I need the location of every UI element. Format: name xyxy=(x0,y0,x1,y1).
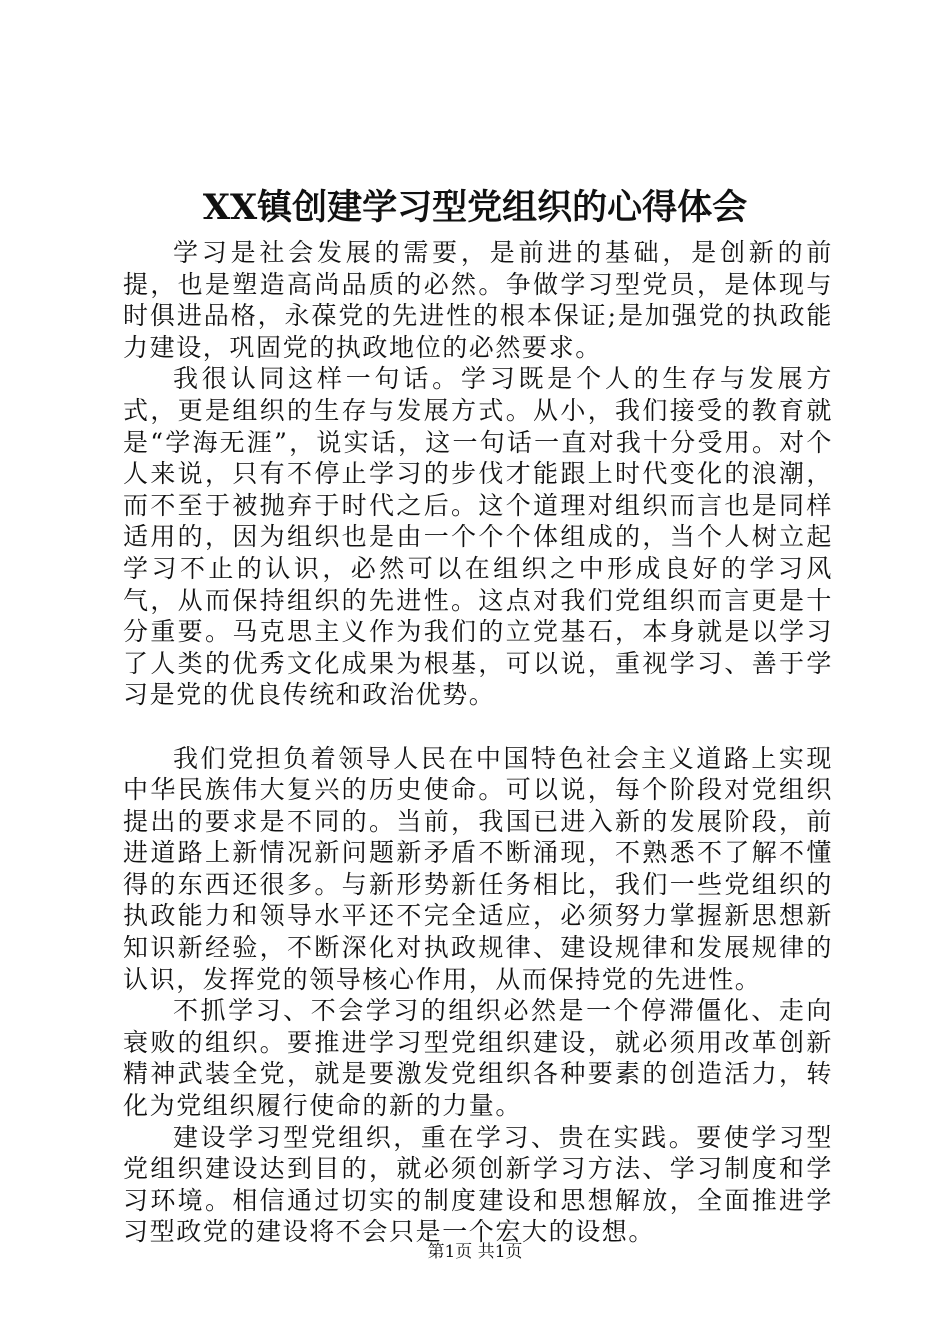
paragraph-2: 我很认同这样一句话。学习既是个人的生存与发展方式，更是组织的生存与发展方式。从小，我们接受的教育就是“学海无涯”，说实话，这一句话一直对我十分受用。对个人来说，只有不停止学习的步伐才能跟上时代变化的浪潮，而不至于被抛弃于时代之后。这个道理对组织而言也是同样适用的，因为组织也是由一个个个体组成的，当个人树立起学习不止的认识，必然可以在组织之中形成良好的学习风气，从而保持组织的先进性。这点对我们党组织而言更是十分重要。马克思主义作为我们的立党基石，本身就是以学习了人类的优秀文化成果为根基，可以说，重视学习、善于学习是党的优良传统和政治优势。 xyxy=(123,364,833,710)
document-title: XX镇创建学习型党组织的心得体会 xyxy=(202,187,748,228)
page-footer: 第1页 共1页 xyxy=(427,1242,523,1262)
paragraph-1: 学习是社会发展的需要，是前进的基础，是创新的前提，也是塑造高尚品质的必然。争做学习型党员，是体现与时俱进品格，永葆党的先进性的根本保证;是加强党的执政能力建设，巩固党的执政地位的必然要求。 xyxy=(123,238,833,362)
paragraph-5: 建设学习型党组织，重在学习、贵在实践。要使学习型党组织建设达到目的，就必须创新学习方法、学习制度和学习环境。相信通过切实的制度建设和思想解放，全面推进学习型政党的建设将不会只是一个宏大的设想。 xyxy=(123,1122,833,1247)
paragraph-gap xyxy=(123,711,833,743)
paragraph-3: 我们党担负着领导人民在中国特色社会主义道路上实现中华民族伟大复兴的历史使命。可以说，每个阶段对党组织提出的要求是不同的。当前，我国已进入新的发展阶段，前进道路上新情况新问题新矛盾不断涌现，不熟悉不了解不懂得的东西还很多。与新形势新任务相比，我们一些党组织的执政能力和领导水平还不完全适应，必须努力掌握新思想新知识新经验，不断深化对执政规律、建设规律和发展规律的认识，发挥党的领导核心作用，从而保持党的先进性。 xyxy=(123,743,833,994)
document-body xyxy=(123,237,833,1248)
paragraph-4: 不抓学习、不会学习的组织必然是一个停滞僵化、走向衰败的组织。要推进学习型党组织建设，就必须用改革创新精神武装全党，就是要激发党组织各种要素的创造活力，转化为党组织履行使命的新的力量。 xyxy=(123,996,833,1121)
